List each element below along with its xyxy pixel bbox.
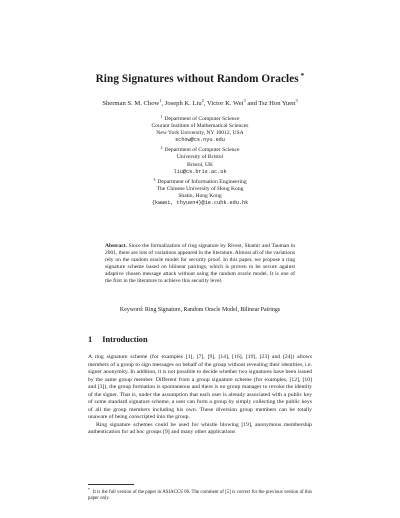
keywords: Keyword: Ring Signature, Random Oracle Model, Bilinear Pairings <box>119 307 281 313</box>
affil-mark: 3 <box>153 176 156 182</box>
affil-line: The Chinese University of Hong Kong <box>156 185 244 192</box>
footnote-rule <box>88 484 134 485</box>
section-title: Introduction <box>102 335 148 344</box>
footnote-mark: * <box>88 488 90 492</box>
affil-mark: 2 <box>160 145 163 151</box>
author-affil-mark: 2 <box>201 98 204 103</box>
affil-email: liu@cs.bris.ac.uk <box>173 168 227 175</box>
affiliation-3 <box>0 176 400 207</box>
affil-line: Shatin, Hong Kong <box>178 192 222 199</box>
author-and: and <box>245 100 259 107</box>
abstract-label: Abstract. <box>105 243 127 249</box>
author-affil-mark: 3 <box>295 98 298 103</box>
affil-line: Bristol, UK <box>186 161 214 168</box>
title-footnote-mark: * <box>300 72 305 80</box>
author-affil-mark: 1 <box>159 98 162 103</box>
author: Tsz Hon Yuen <box>258 100 296 107</box>
section-heading <box>88 335 158 344</box>
title-text: Ring Signatures without Random Oracles <box>95 73 299 85</box>
affil-email: {kwwei, thyuen4}@ie.cuhk.edu.hk <box>151 200 249 207</box>
author-list <box>0 98 400 107</box>
footnote-text: It is the full version of the paper in ASIACCS 06. The comment of [5] is correct for the previous version of this paper only. <box>88 490 312 502</box>
affiliation-1 <box>0 113 400 144</box>
affiliation-2 <box>0 144 400 175</box>
author-separator: , <box>161 100 165 107</box>
affil-line: Department of Information Engineering <box>157 178 247 185</box>
author-separator: , <box>203 100 208 107</box>
paragraph: Ring signature schemes could be used for whistle blowing [19], anonymous membership authentication for ad hoc groups [9] and many other applications <box>88 421 312 436</box>
affil-line: Courant Institute of Mathematical Sciences <box>151 123 249 130</box>
paragraph: A ring signature scheme (for examples [1], [7], [9], [14], [16], [19], [23] and [24]) allows members of a group to sign messages on behalf of the group without revealing their identities, i.e. signer anonymity. In addition, it is not possible to decide whether two signatures have been issued by the same group member. Different from a group signature scheme (for examples, [12], [10] and [3]), the group formation is spontaneous and there is no group manager to revoke the identity of the signer. That is, under the assumption that each user is already associated with a public key of some standard signature scheme, a user can form a group by simply collecting the public keys of all the group members including his own. These diversion group members can be totally unaware of being conscripted into the group. <box>88 354 312 421</box>
abstract-text: Since the formalization of ring signature by Rivest, Shamir and Tauman in 2001, there are lots of variations appeared in the literature. Almost all of the variations rely on the random oracle model for security proof. In this paper, we propose a ring signature scheme based on bilinear pairings, which is proven to be secure against adaptive chosen message attack without using the random oracle model. It is one of the first in the literature to achieve this security level. <box>105 243 295 285</box>
section-number: 1 <box>88 335 93 344</box>
affiliations <box>0 113 400 207</box>
affil-mark: 1 <box>160 114 163 119</box>
affil-line: New York University, NY 10012, USA <box>156 130 244 137</box>
author: Sherman S. M. Chow <box>102 100 160 107</box>
affil-email: schow@cs.nyu.edu <box>175 137 225 144</box>
author: Joseph K. Liu <box>164 100 202 107</box>
affil-line: Department of Computer Science <box>164 147 240 154</box>
abstract <box>105 243 295 286</box>
paper-title <box>0 72 400 85</box>
affil-line: Department of Computer Science <box>164 116 240 122</box>
body-text <box>88 354 312 437</box>
affil-line: University of Bristol <box>176 154 224 161</box>
footnote <box>88 487 312 503</box>
author-affil-mark: 3 <box>243 98 246 103</box>
author: Victor K. Wei <box>207 100 244 107</box>
